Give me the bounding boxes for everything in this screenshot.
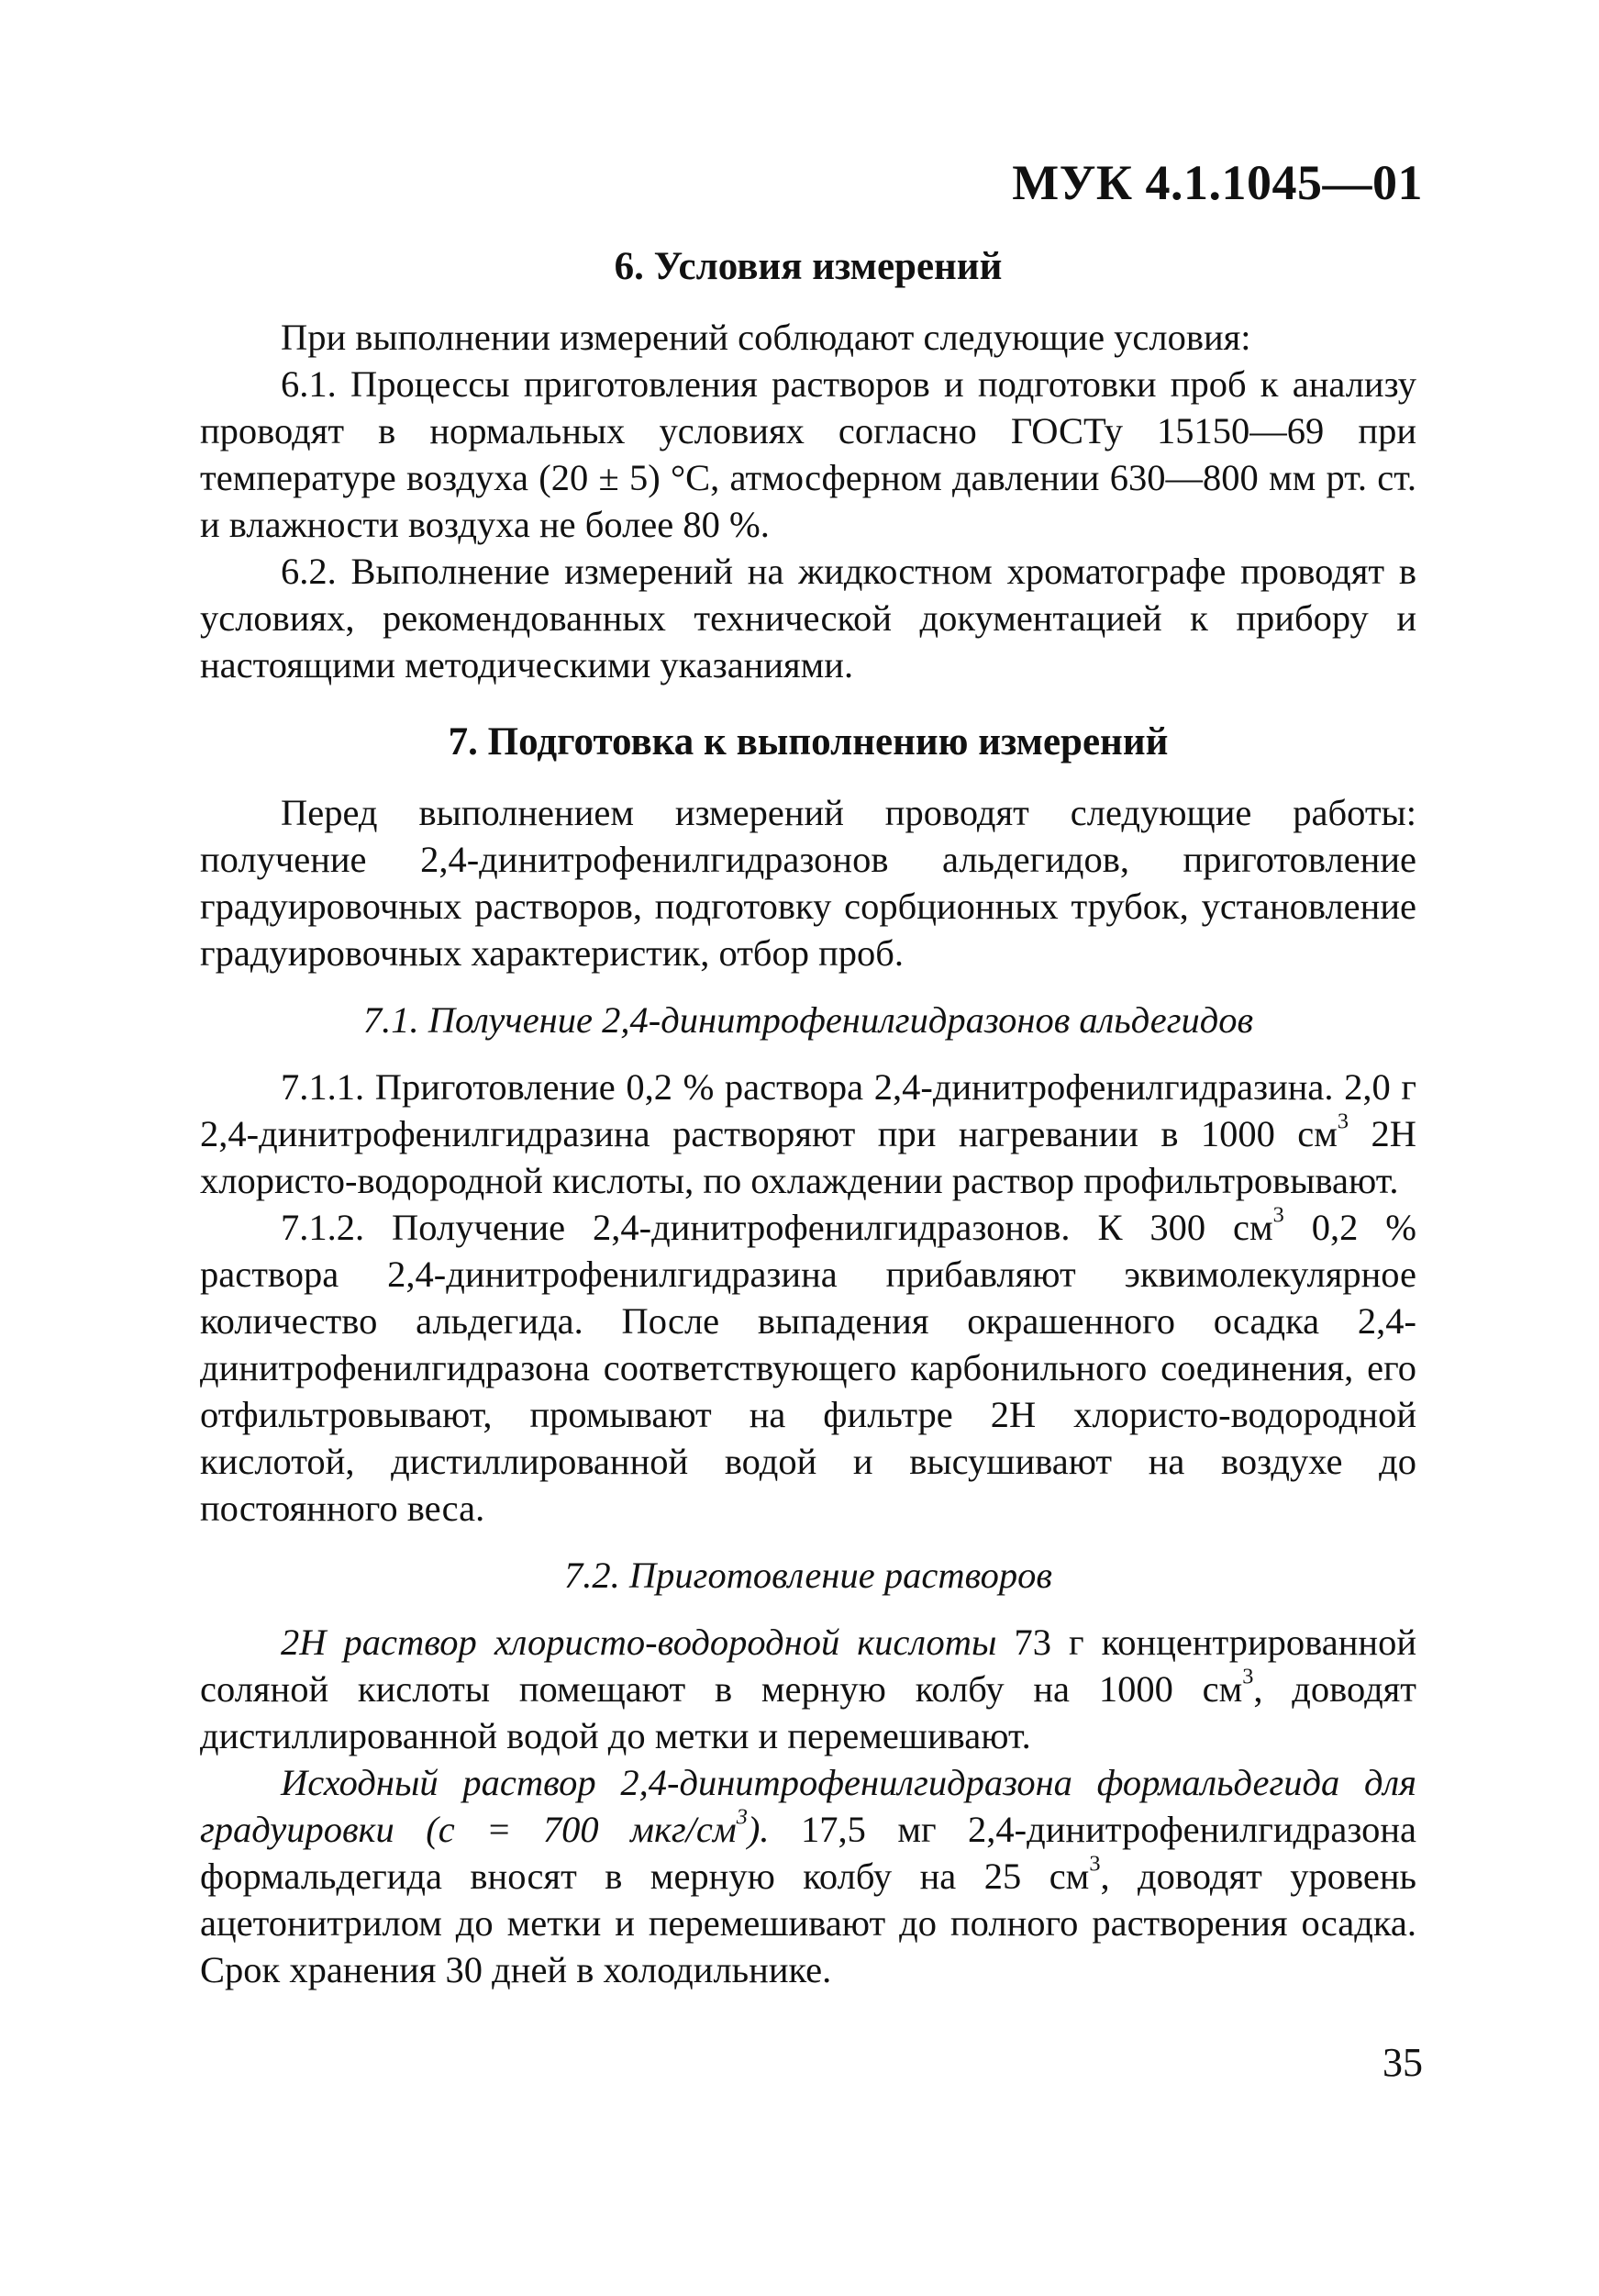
page-number: 35	[1382, 2040, 1423, 2085]
subsection-7-2-title: 7.2. Приготовление растворов	[564, 1555, 1052, 1596]
paragraph-6-2: 6.2. Выполнение измерений на жидкостном хроматографе проводят в условиях, рекомендованных технической документацией к прибору и настоящими методическими указаниями.	[200, 551, 1416, 685]
paragraph-7-1-1: 7.1.1. Приготовление 0,2 % раствора 2,4-динитрофенилгидразина. 2,0 г 2,4-динитрофенилгидразина растворяют при нагревании в 1000 $см^3$ 2Н хлористо-водородной кислоты, по охлаждении раствор профильтровывают.	[200, 1066, 1417, 1201]
section-6-intro: При выполнении измерений соблюдают следующие условия:	[281, 317, 1251, 358]
paragraph-stock-solution: Исходный раствор 2,4-динитрофенилгидразона формальдегида для градуировки (с = 700 мкг/$см^3$). 17,5 мг 2,4-динитрофенилгидразона формальдегида вносят в мерную колбу на 25 $см^3$, доводят уровень ацетонитрилом до метки и перемешивают до полного растворения осадка. Срок хранения 30 дней в холодильнике.	[200, 1762, 1416, 1990]
section-7-title: 7. Подготовка к выполнению измерений	[448, 720, 1169, 763]
page-content	[200, 240, 1416, 1993]
paragraph-6-1: 6.1. Процессы приготовления растворов и подготовки проб к анализу проводят в нормальных условиях согласно ГОСТу 15150—69 при температуре воздуха (20 ± 5) °С, атмосферном давлении 630—800 мм рт. ст. и влажности воздуха не более 80 %.	[200, 363, 1416, 545]
section-7-intro: Перед выполнением измерений проводят следующие работы: получение 2,4-динитрофенилгидразонов альдегидов, приготовление градуировочных растворов, подготовку сорбционных трубок, установление градуировочных характеристик, отбор проб.	[200, 792, 1416, 974]
paragraph-hcl-solution: 2Н раствор хлористо-водородной кислоты 73 г концентрированной соляной кислоты помещают в мерную колбу на 1000 $см^3$, доводят дистиллированной водой до метки и перемешивают.	[200, 1622, 1417, 1756]
subsection-7-1-title: 7.1. Получение 2,4-динитрофенилгидразонов альдегидов	[362, 999, 1254, 1041]
paragraph-7-1-2: 7.1.2. Получение 2,4-динитрофенилгидразонов. К 300 $см^3$ 0,2 % раствора 2,4-динитрофенилгидразина прибавляют эквимолекулярное количество альдегида. После выпадения окрашенного осадка 2,4-динитрофенилгидразона соответствующего карбонильного соединения, его отфильтровывают, промывают на фильтре 2Н хлористо-водородной кислотой, дистиллированной водой и высушивают на воздухе до постоянного веса.	[200, 1202, 1416, 1529]
page-header: МУК 4.1.1045—01	[1012, 155, 1423, 210]
section-6-title: 6. Условия измерений	[614, 245, 1003, 288]
